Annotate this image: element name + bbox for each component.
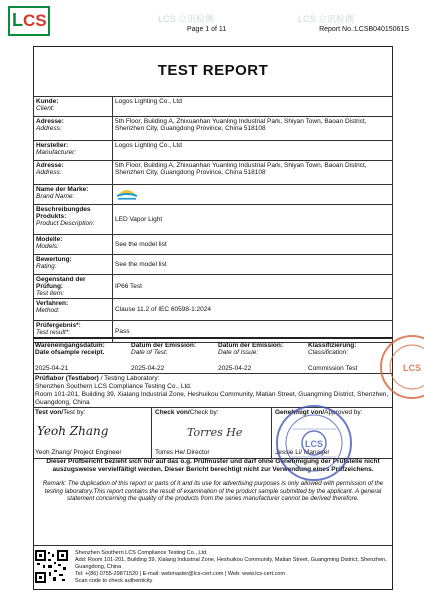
table-row [34, 161, 393, 185]
field-label-de: Modelle: [36, 236, 63, 243]
approval-stamp-icon [380, 335, 424, 399]
field-label-de: Name der Marke: [36, 186, 89, 193]
footer-scan-note: Scan code to check authenticity [75, 578, 153, 584]
receipt-label-de: Wareneingangsdatum: [35, 342, 105, 349]
watermark-text: LCS 立讯检测 [158, 14, 215, 24]
client-value: Logos Lighting Co., Ltd [113, 97, 393, 117]
issue-date-label-en: Date of Issue: [218, 349, 259, 356]
table-row [34, 275, 393, 299]
field-label-de: Kunde: [36, 98, 59, 105]
checker-name: Torres He/ Director [155, 449, 210, 456]
lab-heading-de: Prüflabor (Testlabor) [35, 375, 99, 382]
lab-name: Shenzhen Southern LCS Compliance Testing Co., Ltd. [35, 383, 192, 390]
field-label-en: Rating: [36, 263, 57, 270]
field-label-en: Client: [36, 105, 55, 112]
page-number: Page 1 of 11 [187, 26, 227, 33]
test-date-label-de: Datum der Emission: [131, 342, 197, 349]
qr-code-icon [35, 550, 68, 583]
table-row [34, 141, 393, 161]
lab-seal-icon [276, 405, 352, 481]
receipt-date: 2025-04-21 [35, 365, 69, 372]
approve-by-label-de: Genehmigt von/ [275, 409, 325, 416]
lcs-logo: L CS [8, 6, 50, 36]
manufacturer-address-value: 5th Floor, Building A, Zhixuanhan Yuanling Industrial Park, Shiyan Town, Baoan District, Shenzhen City, Guangdong Province, China 518108 [113, 161, 393, 185]
classification-label-en: Classification: [308, 349, 349, 356]
field-label-en: Manufacturer: [36, 149, 77, 156]
report-title: TEST REPORT [157, 62, 269, 79]
table-row [34, 235, 393, 255]
test-date: 2025-04-22 [131, 365, 165, 372]
table-row [34, 97, 393, 117]
field-label-en: Method: [36, 307, 60, 314]
issue-date: 2025-04-22 [218, 365, 252, 372]
watermark-text: LCS 立讯检测 [298, 14, 355, 24]
field-label-en: Address: [36, 125, 62, 132]
field-label-de: Verfahren: [36, 300, 69, 307]
field-label-en: Brand Name: [36, 193, 75, 200]
field-label-en: Address: [36, 169, 62, 176]
tester-name: Yeoh Zhang/ Project Engineer [35, 449, 122, 456]
footer-contact: Tel: +(86) 0755-29871520 | E-mail: webmaster@lcs-cert.com | Web: www.lcs-cert.com [75, 571, 285, 577]
table-row [34, 117, 393, 141]
receipt-label-en: Date ofsample receipt. [35, 349, 105, 356]
approver-name: Jessie Li/ Manager [275, 449, 330, 456]
testing-laboratory-section [33, 373, 393, 408]
notice-de: Dieser Prüfbericht bezieht sich nur auf das o.g. Prüfmuster und darf ohne Genehmigung der Prüfstelle nicht auszugsweise vervielfältigt werden. Dieser Bericht berechtigt nicht zur Verwendung eines Prüfzeichens. [46, 458, 380, 473]
manufacturer-value: Logos Lighting Co., Ltd [113, 141, 393, 161]
test-date-label-en: Date of Test: [131, 349, 168, 356]
classification-label-de: Klassifizierung: [308, 342, 357, 349]
info-table [33, 96, 393, 343]
issue-date-label-de: Datum der Emission: [218, 342, 284, 349]
lab-heading-en: / Testing Laboratory: [98, 375, 160, 382]
classification-value: Commission Test [308, 365, 358, 372]
field-label-en: Test result*: [36, 329, 71, 336]
test-item-value: IP66 Test [113, 275, 393, 299]
footer-company: Shenzhen Southern LCS Compliance Testing Co., Ltd. [75, 550, 208, 556]
page-footer [33, 545, 393, 586]
lab-address: Room 101-201, Building 39, Xialang Industrial Zone, Heshuikou Community, Matian Street, Guangming District, Shenzhen, Guangdong, China [35, 391, 389, 406]
field-label-en: Test item: [36, 290, 64, 297]
field-label-de: Prüfergebnis*: [36, 322, 81, 329]
check-by-label-en: Check by: [189, 409, 219, 416]
test-by-label-en: Test by: [63, 409, 86, 416]
field-label-de: Beschreibungdes Produkts: [36, 206, 91, 220]
svg-text:LCS: LCS [403, 363, 421, 373]
field-label-de: Adresse: [36, 162, 64, 169]
table-row [34, 205, 393, 235]
footer-address: Add: Room 101-201, Building 39, Xialang Industrial Zone, Heshuikou Community, Matian Street, Guangming District, Shenzhen, Guangdong, China [75, 557, 387, 570]
field-label-de: Hersteller: [36, 142, 69, 149]
tester-signature: Yeoh Zhang [37, 424, 109, 438]
report-number: Report No.:LCSB04015061S [319, 26, 409, 33]
emission-section [33, 337, 393, 375]
table-row [34, 255, 393, 275]
check-by-label-de: Check von/ [155, 409, 190, 416]
svg-text:LCS: LCS [305, 439, 323, 449]
brand-value [113, 185, 393, 205]
page-header [8, 6, 416, 38]
brand-logo-icon [115, 186, 139, 201]
test-result-value: Pass [113, 321, 393, 343]
approve-by-label-en: Approved by: [324, 409, 363, 416]
field-label-de: Gegenstand der Prüfung: [36, 276, 86, 290]
remark-text: Remark: The duplication of this report or parts of it and its use for advertising purposes is only allowed with permission of the testing laboratory.This report contains the result of examination of the product sample submitted by the applicant. A general statement concerning the quality of the products from the series manufacturer cannot be derived therefore. [42, 480, 384, 502]
table-row [34, 185, 393, 205]
product-description-value: LED Vapor Light [113, 205, 393, 235]
models-value: See the model list [113, 235, 393, 255]
table-row [34, 299, 393, 321]
client-address-value: 5th Floor, Building A, Zhixuanhan Yuanling Industrial Park, Shiyan Town, Baoan District, Shenzhen City, Guangdong Province, China 518108 [113, 117, 393, 141]
field-label-de: Adresse: [36, 118, 64, 125]
method-value: Clause 11.2 of IEC 60598-1:2024 [113, 299, 393, 321]
field-label-en: Models: [36, 243, 59, 250]
test-by-label-de: Test von/ [35, 409, 64, 416]
rating-value: See the model list [113, 255, 393, 275]
field-label-en: Product Description: [36, 220, 95, 227]
field-label-de: Bewertung: [36, 256, 72, 263]
checker-signature: Torres He [187, 426, 243, 439]
